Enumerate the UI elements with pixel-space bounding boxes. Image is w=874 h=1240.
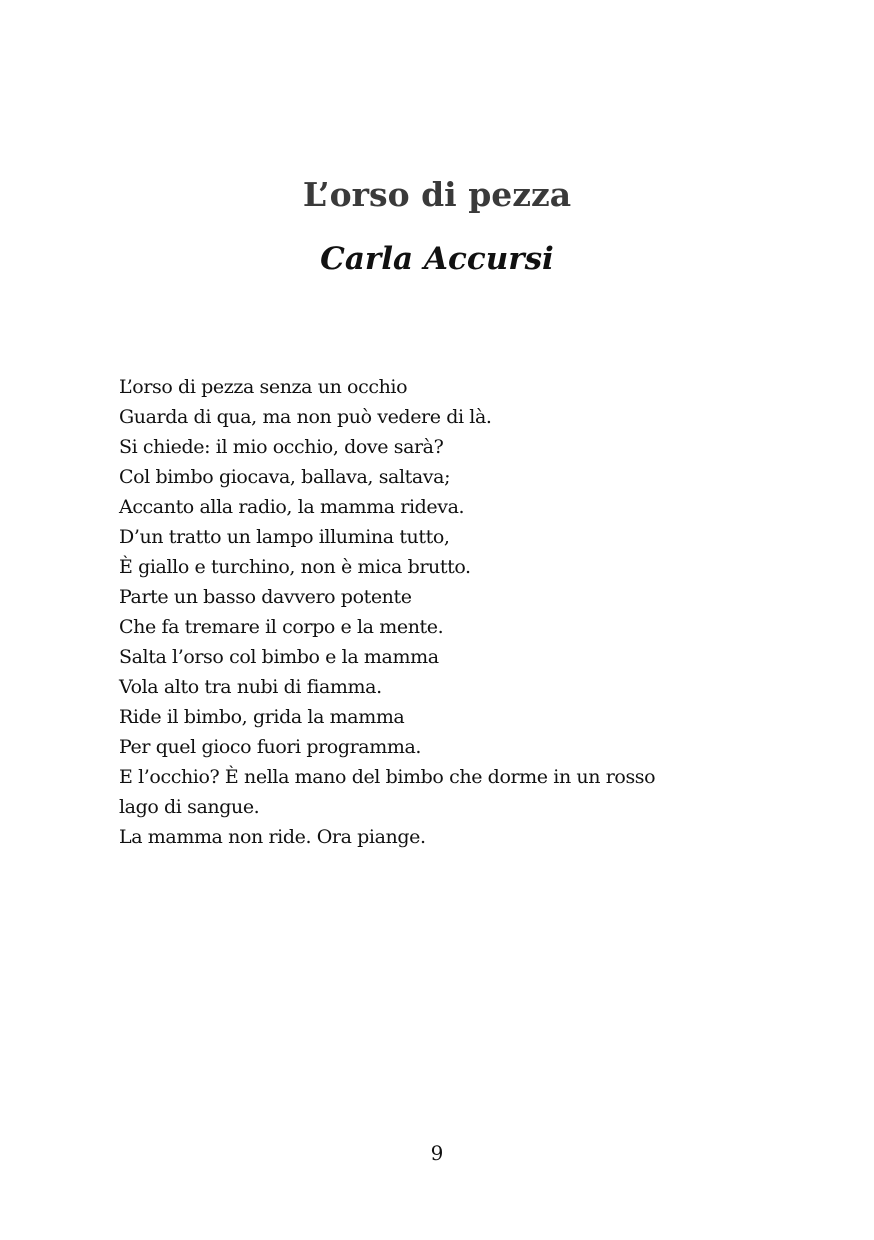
- poem-line: Salta l’orso col bimbo e la mamma: [119, 646, 439, 668]
- poem-line: È giallo e turchino, non è mica brutto.: [119, 556, 471, 578]
- poem-line: Col bimbo giocava, ballava, saltava;: [119, 466, 451, 488]
- poem-line: Accanto alla radio, la mamma rideva.: [119, 496, 465, 518]
- poem-author: Carla Accursi: [320, 241, 554, 277]
- poem-line: D’un tratto un lampo illumina tutto,: [119, 526, 450, 548]
- poem-line: La mamma non ride. Ora piange.: [119, 826, 426, 848]
- poem-line: E l’occhio? È nella mano del bimbo che dorme in un rosso: [119, 766, 656, 788]
- poem-line: Vola alto tra nubi di fiamma.: [119, 676, 382, 698]
- poem-body: [119, 372, 769, 852]
- poem-line: lago di sangue.: [119, 796, 260, 818]
- poem-line: L’orso di pezza senza un occhio: [119, 376, 408, 398]
- poem-line: Parte un basso davvero potente: [119, 586, 412, 608]
- poem-line: Per quel gioco fuori programma.: [119, 736, 422, 758]
- poem-line: Che fa tremare il corpo e la mente.: [119, 616, 444, 638]
- poem-line: Ride il bimbo, grida la mamma: [119, 706, 405, 728]
- poem-line: Si chiede: il mio occhio, dove sarà?: [119, 436, 444, 458]
- poem-title: L’orso di pezza: [302, 175, 572, 214]
- page-number: 9: [430, 1141, 444, 1165]
- poem-line: Guarda di qua, ma non può vedere di là.: [119, 406, 492, 428]
